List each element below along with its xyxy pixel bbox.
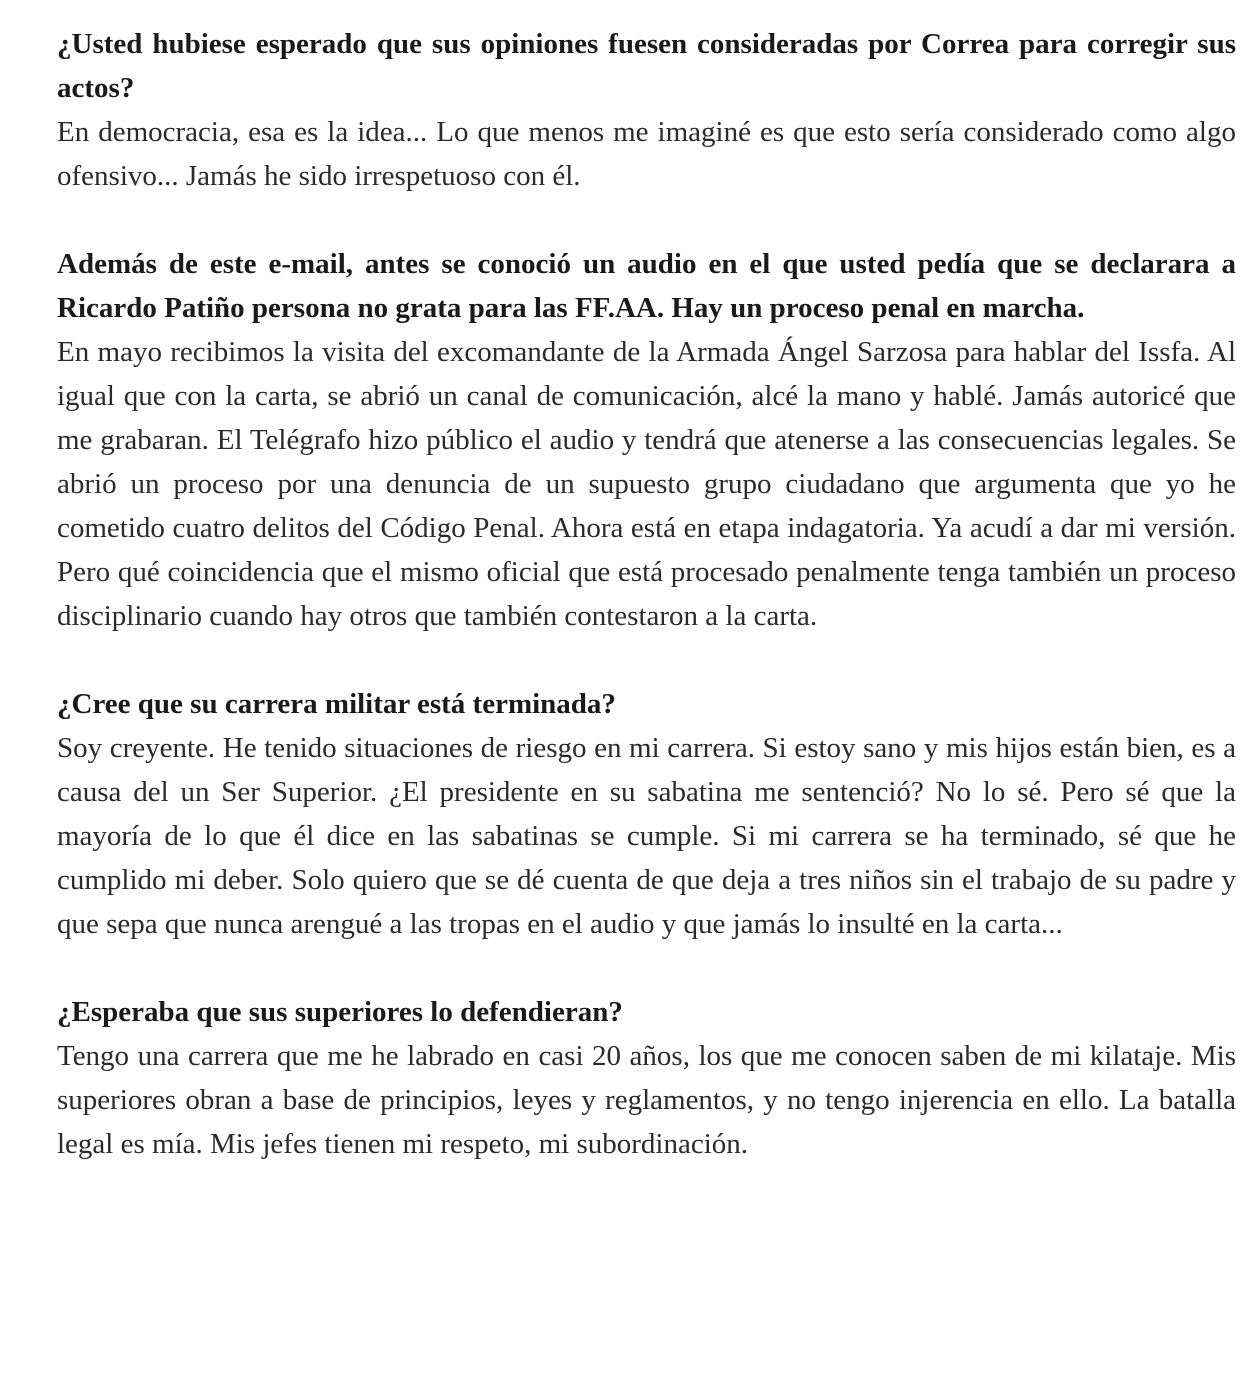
answer-text: Tengo una carrera que me he labrado en casi 20 años, los que me conocen saben de mi kilataje. Mis superiores obran a base de principios, leyes y reglamentos, y no tengo injerencia en ello. La batalla legal es mía. Mis jefes tienen mi respeto, mi subordinación.	[57, 1040, 1236, 1160]
answer-text: En democracia, esa es la idea... Lo que menos me imaginé es que esto sería considerado como algo ofensivo... Jamás he sido irrespetuoso con él.	[57, 116, 1236, 192]
qa-block	[57, 242, 1236, 638]
interview-article	[57, 22, 1236, 1210]
answer-text: En mayo recibimos la visita del excomandante de la Armada Ángel Sarzosa para hablar del Issfa. Al igual que con la carta, se abrió un canal de comunicación, alcé la mano y hablé. Jamás autoricé que me grabaran. El Telégrafo hizo público el audio y tendrá que atenerse a las consecuencias legales. Se abrió un proceso por una denuncia de un supuesto grupo ciudadano que argumenta que yo he cometido cuatro delitos del Código Penal. Ahora está en etapa indagatoria. Ya acudí a dar mi versión. Pero qué coincidencia que el mismo oficial que está procesado penalmente tenga también un proceso disciplinario cuando hay otros que también contestaron a la carta.	[57, 336, 1236, 632]
qa-block	[57, 682, 1236, 946]
qa-block	[57, 990, 1236, 1166]
question-text: ¿Usted hubiese esperado que sus opiniones fuesen consideradas por Correa para corregir sus actos?	[57, 28, 1236, 104]
qa-block	[57, 22, 1236, 198]
question-text: Además de este e-mail, antes se conoció un audio en el que usted pedía que se declarara a Ricardo Patiño persona no grata para las FF.AA. Hay un proceso penal en marcha.	[57, 248, 1236, 324]
answer-text: Soy creyente. He tenido situaciones de riesgo en mi carrera. Si estoy sano y mis hijos están bien, es a causa del un Ser Superior. ¿El presidente en su sabatina me sentenció? No lo sé. Pero sé que la mayoría de lo que él dice en las sabatinas se cumple. Si mi carrera se ha terminado, sé que he cumplido mi deber. Solo quiero que se dé cuenta de que deja a tres niños sin el trabajo de su padre y que sepa que nunca arengué a las tropas en el audio y que jamás lo insulté en la carta...	[57, 732, 1236, 940]
question-text: ¿Cree que su carrera militar está terminada?	[57, 688, 616, 720]
question-text: ¿Esperaba que sus superiores lo defendieran?	[57, 996, 623, 1028]
